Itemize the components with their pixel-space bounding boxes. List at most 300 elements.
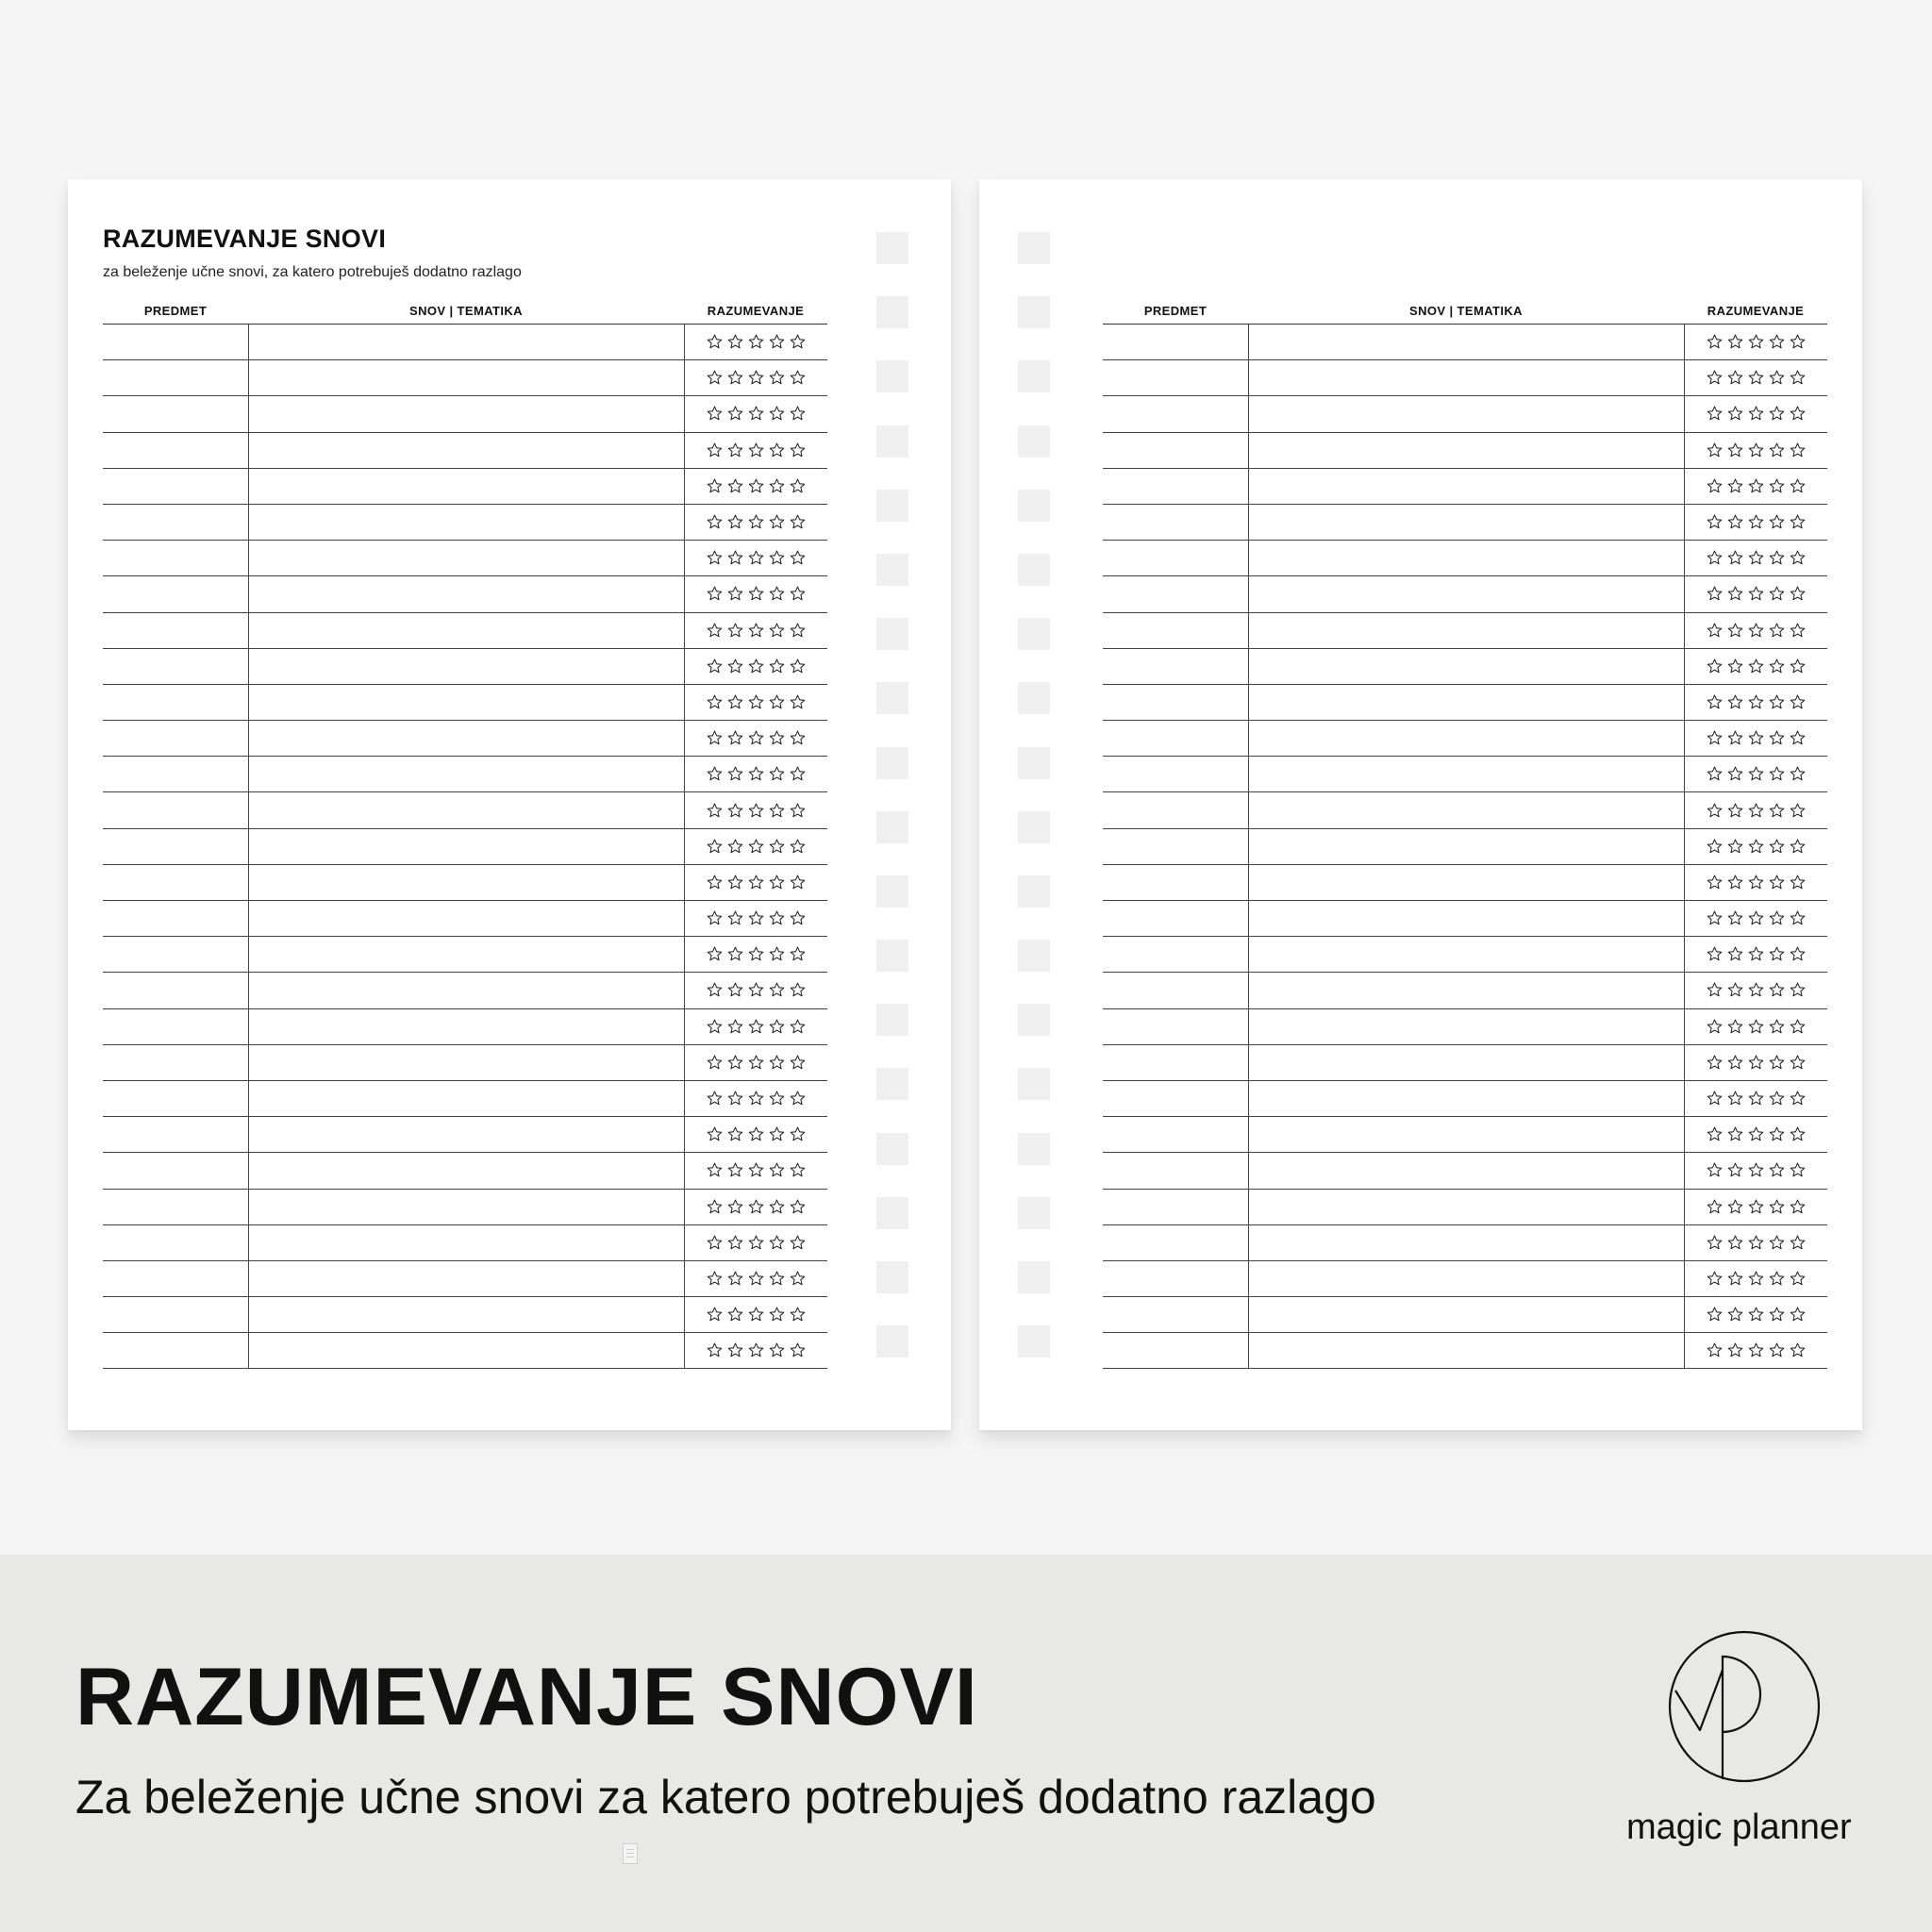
star-outline-icon[interactable] <box>1726 1306 1744 1324</box>
star-outline-icon[interactable] <box>726 909 744 927</box>
star-outline-icon[interactable] <box>726 1306 744 1324</box>
index-tab[interactable] <box>1018 1197 1050 1229</box>
star-outline-icon[interactable] <box>1747 1018 1765 1036</box>
cell-subject[interactable] <box>248 469 249 504</box>
star-outline-icon[interactable] <box>768 405 786 423</box>
star-outline-icon[interactable] <box>1768 405 1786 423</box>
star-outline-icon[interactable] <box>1706 765 1724 783</box>
star-outline-icon[interactable] <box>747 981 765 999</box>
index-tab[interactable] <box>1018 1325 1050 1357</box>
star-outline-icon[interactable] <box>1747 585 1765 603</box>
star-outline-icon[interactable] <box>747 549 765 567</box>
star-outline-icon[interactable] <box>1726 802 1744 820</box>
index-tab[interactable] <box>1018 425 1050 458</box>
star-rating[interactable] <box>1684 901 1827 936</box>
cell-subject[interactable] <box>1248 973 1249 1008</box>
star-outline-icon[interactable] <box>1789 1234 1807 1252</box>
star-rating[interactable] <box>684 1190 827 1224</box>
cell-subject[interactable] <box>1248 360 1249 395</box>
star-outline-icon[interactable] <box>768 1090 786 1108</box>
star-rating[interactable] <box>1684 613 1827 648</box>
star-rating[interactable] <box>684 685 827 720</box>
star-outline-icon[interactable] <box>1726 765 1744 783</box>
cell-subject[interactable] <box>1248 792 1249 827</box>
star-outline-icon[interactable] <box>1768 585 1786 603</box>
cell-subject[interactable] <box>1248 433 1249 468</box>
star-outline-icon[interactable] <box>789 405 807 423</box>
star-outline-icon[interactable] <box>747 838 765 856</box>
cell-subject[interactable] <box>1248 1153 1249 1188</box>
star-outline-icon[interactable] <box>1747 622 1765 640</box>
index-tab[interactable] <box>1018 1261 1050 1293</box>
star-outline-icon[interactable] <box>1747 333 1765 351</box>
star-outline-icon[interactable] <box>726 1198 744 1216</box>
star-rating[interactable] <box>1684 649 1827 684</box>
star-rating[interactable] <box>684 973 827 1008</box>
star-outline-icon[interactable] <box>726 513 744 531</box>
star-outline-icon[interactable] <box>1789 369 1807 387</box>
cell-subject[interactable] <box>248 721 249 756</box>
star-outline-icon[interactable] <box>1726 369 1744 387</box>
cell-subject[interactable] <box>1248 541 1249 575</box>
star-outline-icon[interactable] <box>1768 622 1786 640</box>
star-outline-icon[interactable] <box>747 658 765 675</box>
cell-subject[interactable] <box>248 973 249 1008</box>
cell-subject[interactable] <box>248 1153 249 1188</box>
star-outline-icon[interactable] <box>1726 477 1744 495</box>
star-rating[interactable] <box>1684 1009 1827 1044</box>
star-outline-icon[interactable] <box>1789 513 1807 531</box>
star-rating[interactable] <box>684 829 827 864</box>
star-outline-icon[interactable] <box>706 945 724 963</box>
star-rating[interactable] <box>1684 1225 1827 1260</box>
star-rating[interactable] <box>1684 505 1827 540</box>
star-outline-icon[interactable] <box>706 405 724 423</box>
star-outline-icon[interactable] <box>789 909 807 927</box>
index-tab[interactable] <box>876 1197 908 1229</box>
star-outline-icon[interactable] <box>1768 1306 1786 1324</box>
cell-subject[interactable] <box>1248 901 1249 936</box>
star-outline-icon[interactable] <box>768 1341 786 1359</box>
star-outline-icon[interactable] <box>1747 513 1765 531</box>
star-outline-icon[interactable] <box>1726 1018 1744 1036</box>
star-outline-icon[interactable] <box>789 622 807 640</box>
star-outline-icon[interactable] <box>1768 1161 1786 1179</box>
cell-subject[interactable] <box>248 1190 249 1224</box>
star-outline-icon[interactable] <box>747 513 765 531</box>
star-outline-icon[interactable] <box>747 802 765 820</box>
cell-subject[interactable] <box>248 792 249 827</box>
star-outline-icon[interactable] <box>1747 729 1765 747</box>
star-rating[interactable] <box>684 541 827 575</box>
star-outline-icon[interactable] <box>1726 585 1744 603</box>
star-outline-icon[interactable] <box>1747 441 1765 459</box>
star-outline-icon[interactable] <box>1747 1341 1765 1359</box>
star-outline-icon[interactable] <box>747 874 765 891</box>
star-outline-icon[interactable] <box>1706 874 1724 891</box>
cell-subject[interactable] <box>248 937 249 972</box>
star-outline-icon[interactable] <box>1726 1161 1744 1179</box>
star-outline-icon[interactable] <box>768 981 786 999</box>
star-outline-icon[interactable] <box>1747 693 1765 711</box>
star-outline-icon[interactable] <box>1747 1306 1765 1324</box>
cell-subject[interactable] <box>1248 576 1249 611</box>
star-outline-icon[interactable] <box>768 1306 786 1324</box>
star-outline-icon[interactable] <box>768 1125 786 1143</box>
star-outline-icon[interactable] <box>1726 1090 1744 1108</box>
star-outline-icon[interactable] <box>726 1270 744 1288</box>
star-rating[interactable] <box>1684 685 1827 720</box>
star-outline-icon[interactable] <box>1768 729 1786 747</box>
star-outline-icon[interactable] <box>747 1161 765 1179</box>
star-outline-icon[interactable] <box>1726 729 1744 747</box>
star-outline-icon[interactable] <box>1789 1198 1807 1216</box>
cell-subject[interactable] <box>248 685 249 720</box>
star-outline-icon[interactable] <box>768 874 786 891</box>
star-outline-icon[interactable] <box>706 981 724 999</box>
star-outline-icon[interactable] <box>1706 369 1724 387</box>
star-outline-icon[interactable] <box>747 945 765 963</box>
star-outline-icon[interactable] <box>1768 369 1786 387</box>
star-outline-icon[interactable] <box>1768 838 1786 856</box>
star-outline-icon[interactable] <box>747 585 765 603</box>
index-tab[interactable] <box>1018 296 1050 328</box>
star-rating[interactable] <box>684 1045 827 1080</box>
star-outline-icon[interactable] <box>1747 874 1765 891</box>
cell-subject[interactable] <box>1248 1009 1249 1044</box>
star-outline-icon[interactable] <box>1768 477 1786 495</box>
star-outline-icon[interactable] <box>768 477 786 495</box>
star-rating[interactable] <box>1684 1153 1827 1188</box>
star-outline-icon[interactable] <box>1706 585 1724 603</box>
star-outline-icon[interactable] <box>726 1054 744 1072</box>
cell-subject[interactable] <box>248 505 249 540</box>
star-outline-icon[interactable] <box>1706 1198 1724 1216</box>
cell-subject[interactable] <box>248 1045 249 1080</box>
cell-subject[interactable] <box>248 757 249 791</box>
cell-subject[interactable] <box>1248 937 1249 972</box>
star-rating[interactable] <box>684 613 827 648</box>
star-outline-icon[interactable] <box>747 729 765 747</box>
cell-subject[interactable] <box>1248 1081 1249 1116</box>
star-outline-icon[interactable] <box>1789 1341 1807 1359</box>
cell-subject[interactable] <box>248 1009 249 1044</box>
cell-subject[interactable] <box>248 541 249 575</box>
star-outline-icon[interactable] <box>1768 1341 1786 1359</box>
star-rating[interactable] <box>1684 541 1827 575</box>
index-tab[interactable] <box>1018 360 1050 392</box>
star-outline-icon[interactable] <box>1706 513 1724 531</box>
star-outline-icon[interactable] <box>789 549 807 567</box>
star-rating[interactable] <box>684 937 827 972</box>
index-tab[interactable] <box>876 1133 908 1165</box>
star-outline-icon[interactable] <box>789 658 807 675</box>
star-outline-icon[interactable] <box>1706 1090 1724 1108</box>
index-tab[interactable] <box>1018 554 1050 586</box>
star-outline-icon[interactable] <box>768 658 786 675</box>
star-rating[interactable] <box>684 1009 827 1044</box>
star-outline-icon[interactable] <box>706 693 724 711</box>
star-outline-icon[interactable] <box>747 1306 765 1324</box>
star-rating[interactable] <box>684 1081 827 1116</box>
star-outline-icon[interactable] <box>747 622 765 640</box>
cell-subject[interactable] <box>1248 1117 1249 1152</box>
star-outline-icon[interactable] <box>789 585 807 603</box>
star-outline-icon[interactable] <box>1789 874 1807 891</box>
star-rating[interactable] <box>1684 433 1827 468</box>
star-outline-icon[interactable] <box>768 441 786 459</box>
star-outline-icon[interactable] <box>768 585 786 603</box>
star-outline-icon[interactable] <box>768 693 786 711</box>
star-outline-icon[interactable] <box>1768 1018 1786 1036</box>
star-outline-icon[interactable] <box>1768 333 1786 351</box>
cell-subject[interactable] <box>248 1333 249 1368</box>
star-outline-icon[interactable] <box>1747 909 1765 927</box>
index-tab[interactable] <box>1018 747 1050 779</box>
star-outline-icon[interactable] <box>1747 477 1765 495</box>
star-outline-icon[interactable] <box>747 1054 765 1072</box>
star-outline-icon[interactable] <box>789 477 807 495</box>
cell-subject[interactable] <box>248 576 249 611</box>
star-outline-icon[interactable] <box>1747 1270 1765 1288</box>
cell-subject[interactable] <box>248 360 249 395</box>
star-outline-icon[interactable] <box>1747 549 1765 567</box>
star-rating[interactable] <box>684 1333 827 1368</box>
star-outline-icon[interactable] <box>1747 1234 1765 1252</box>
index-tab[interactable] <box>876 554 908 586</box>
star-rating[interactable] <box>1684 1261 1827 1296</box>
star-outline-icon[interactable] <box>1789 1270 1807 1288</box>
star-outline-icon[interactable] <box>768 622 786 640</box>
cell-subject[interactable] <box>1248 325 1249 359</box>
star-outline-icon[interactable] <box>768 1270 786 1288</box>
cell-subject[interactable] <box>1248 613 1249 648</box>
star-outline-icon[interactable] <box>1726 1198 1744 1216</box>
star-outline-icon[interactable] <box>747 441 765 459</box>
star-outline-icon[interactable] <box>1768 693 1786 711</box>
star-outline-icon[interactable] <box>768 369 786 387</box>
star-rating[interactable] <box>1684 792 1827 827</box>
star-outline-icon[interactable] <box>789 802 807 820</box>
star-outline-icon[interactable] <box>789 838 807 856</box>
star-outline-icon[interactable] <box>1768 765 1786 783</box>
star-rating[interactable] <box>684 1117 827 1152</box>
cell-subject[interactable] <box>1248 865 1249 900</box>
star-outline-icon[interactable] <box>726 1234 744 1252</box>
star-outline-icon[interactable] <box>1789 622 1807 640</box>
star-outline-icon[interactable] <box>1789 477 1807 495</box>
star-outline-icon[interactable] <box>1726 1054 1744 1072</box>
star-outline-icon[interactable] <box>789 513 807 531</box>
star-rating[interactable] <box>1684 865 1827 900</box>
star-outline-icon[interactable] <box>1768 1090 1786 1108</box>
star-outline-icon[interactable] <box>789 1341 807 1359</box>
star-outline-icon[interactable] <box>1706 441 1724 459</box>
star-rating[interactable] <box>1684 1045 1827 1080</box>
star-outline-icon[interactable] <box>1768 513 1786 531</box>
star-rating[interactable] <box>1684 576 1827 611</box>
star-outline-icon[interactable] <box>726 369 744 387</box>
star-rating[interactable] <box>1684 1333 1827 1368</box>
star-outline-icon[interactable] <box>1706 658 1724 675</box>
star-outline-icon[interactable] <box>1789 585 1807 603</box>
star-outline-icon[interactable] <box>768 513 786 531</box>
star-outline-icon[interactable] <box>726 1018 744 1036</box>
star-outline-icon[interactable] <box>706 1341 724 1359</box>
star-rating[interactable] <box>684 576 827 611</box>
index-tab[interactable] <box>876 811 908 843</box>
star-outline-icon[interactable] <box>747 1341 765 1359</box>
star-outline-icon[interactable] <box>1789 765 1807 783</box>
star-rating[interactable] <box>1684 360 1827 395</box>
star-outline-icon[interactable] <box>1789 1090 1807 1108</box>
star-outline-icon[interactable] <box>747 1234 765 1252</box>
star-outline-icon[interactable] <box>706 333 724 351</box>
cell-subject[interactable] <box>1248 1297 1249 1332</box>
star-outline-icon[interactable] <box>726 1161 744 1179</box>
star-outline-icon[interactable] <box>789 1125 807 1143</box>
star-outline-icon[interactable] <box>747 909 765 927</box>
star-outline-icon[interactable] <box>726 802 744 820</box>
star-outline-icon[interactable] <box>789 981 807 999</box>
star-outline-icon[interactable] <box>768 1161 786 1179</box>
star-outline-icon[interactable] <box>1726 838 1744 856</box>
star-outline-icon[interactable] <box>706 838 724 856</box>
star-outline-icon[interactable] <box>706 1270 724 1288</box>
cell-subject[interactable] <box>248 396 249 431</box>
star-outline-icon[interactable] <box>768 802 786 820</box>
index-tab[interactable] <box>1018 682 1050 714</box>
star-rating[interactable] <box>1684 1297 1827 1332</box>
star-outline-icon[interactable] <box>789 693 807 711</box>
star-outline-icon[interactable] <box>1726 1341 1744 1359</box>
star-outline-icon[interactable] <box>726 333 744 351</box>
star-outline-icon[interactable] <box>1789 441 1807 459</box>
cell-subject[interactable] <box>1248 757 1249 791</box>
cell-subject[interactable] <box>248 649 249 684</box>
index-tab[interactable] <box>1018 1068 1050 1100</box>
star-rating[interactable] <box>1684 396 1827 431</box>
star-outline-icon[interactable] <box>706 585 724 603</box>
star-outline-icon[interactable] <box>706 765 724 783</box>
star-outline-icon[interactable] <box>726 405 744 423</box>
star-outline-icon[interactable] <box>789 945 807 963</box>
star-outline-icon[interactable] <box>1706 1341 1724 1359</box>
star-rating[interactable] <box>684 1225 827 1260</box>
star-outline-icon[interactable] <box>726 549 744 567</box>
star-rating[interactable] <box>684 649 827 684</box>
index-tab[interactable] <box>1018 940 1050 972</box>
star-outline-icon[interactable] <box>1747 945 1765 963</box>
star-outline-icon[interactable] <box>706 874 724 891</box>
star-outline-icon[interactable] <box>1789 549 1807 567</box>
star-outline-icon[interactable] <box>1726 1234 1744 1252</box>
star-outline-icon[interactable] <box>1789 909 1807 927</box>
star-outline-icon[interactable] <box>726 693 744 711</box>
star-outline-icon[interactable] <box>726 477 744 495</box>
star-outline-icon[interactable] <box>1706 549 1724 567</box>
star-outline-icon[interactable] <box>1768 1234 1786 1252</box>
star-rating[interactable] <box>684 1261 827 1296</box>
star-rating[interactable] <box>684 505 827 540</box>
star-outline-icon[interactable] <box>706 1125 724 1143</box>
cell-subject[interactable] <box>248 1117 249 1152</box>
star-outline-icon[interactable] <box>706 477 724 495</box>
index-tab[interactable] <box>1018 1004 1050 1036</box>
star-outline-icon[interactable] <box>1789 802 1807 820</box>
star-outline-icon[interactable] <box>789 1234 807 1252</box>
star-outline-icon[interactable] <box>1747 1198 1765 1216</box>
cell-subject[interactable] <box>1248 1333 1249 1368</box>
star-outline-icon[interactable] <box>768 729 786 747</box>
star-outline-icon[interactable] <box>1789 729 1807 747</box>
index-tab[interactable] <box>1018 1133 1050 1165</box>
star-outline-icon[interactable] <box>1726 549 1744 567</box>
star-outline-icon[interactable] <box>789 1306 807 1324</box>
star-rating[interactable] <box>1684 325 1827 359</box>
star-outline-icon[interactable] <box>789 1054 807 1072</box>
index-tab[interactable] <box>876 1325 908 1357</box>
star-rating[interactable] <box>1684 1190 1827 1224</box>
cell-subject[interactable] <box>248 1297 249 1332</box>
star-rating[interactable] <box>684 469 827 504</box>
star-rating[interactable] <box>684 396 827 431</box>
cell-subject[interactable] <box>1248 1045 1249 1080</box>
star-outline-icon[interactable] <box>726 441 744 459</box>
star-outline-icon[interactable] <box>1747 981 1765 999</box>
star-outline-icon[interactable] <box>1768 802 1786 820</box>
star-outline-icon[interactable] <box>747 693 765 711</box>
star-outline-icon[interactable] <box>1768 1198 1786 1216</box>
cell-subject[interactable] <box>1248 505 1249 540</box>
star-outline-icon[interactable] <box>1789 693 1807 711</box>
star-outline-icon[interactable] <box>1706 1270 1724 1288</box>
star-outline-icon[interactable] <box>726 622 744 640</box>
star-outline-icon[interactable] <box>768 333 786 351</box>
star-outline-icon[interactable] <box>747 1125 765 1143</box>
star-outline-icon[interactable] <box>1789 1125 1807 1143</box>
star-rating[interactable] <box>684 433 827 468</box>
star-rating[interactable] <box>684 325 827 359</box>
star-outline-icon[interactable] <box>1706 477 1724 495</box>
star-rating[interactable] <box>684 1297 827 1332</box>
star-rating[interactable] <box>1684 973 1827 1008</box>
star-outline-icon[interactable] <box>1706 909 1724 927</box>
cell-subject[interactable] <box>1248 649 1249 684</box>
star-outline-icon[interactable] <box>706 1306 724 1324</box>
star-outline-icon[interactable] <box>1747 765 1765 783</box>
star-outline-icon[interactable] <box>706 909 724 927</box>
star-outline-icon[interactable] <box>1789 981 1807 999</box>
star-outline-icon[interactable] <box>1747 802 1765 820</box>
star-outline-icon[interactable] <box>706 1090 724 1108</box>
index-tab[interactable] <box>1018 232 1050 264</box>
star-outline-icon[interactable] <box>1706 405 1724 423</box>
star-outline-icon[interactable] <box>1789 658 1807 675</box>
cell-subject[interactable] <box>1248 829 1249 864</box>
star-rating[interactable] <box>1684 937 1827 972</box>
star-outline-icon[interactable] <box>1768 549 1786 567</box>
star-outline-icon[interactable] <box>1706 1125 1724 1143</box>
cell-subject[interactable] <box>1248 469 1249 504</box>
star-outline-icon[interactable] <box>1726 981 1744 999</box>
star-outline-icon[interactable] <box>747 1198 765 1216</box>
star-outline-icon[interactable] <box>1726 874 1744 891</box>
index-tab[interactable] <box>1018 811 1050 843</box>
star-outline-icon[interactable] <box>1747 1090 1765 1108</box>
star-outline-icon[interactable] <box>1726 333 1744 351</box>
star-outline-icon[interactable] <box>747 477 765 495</box>
